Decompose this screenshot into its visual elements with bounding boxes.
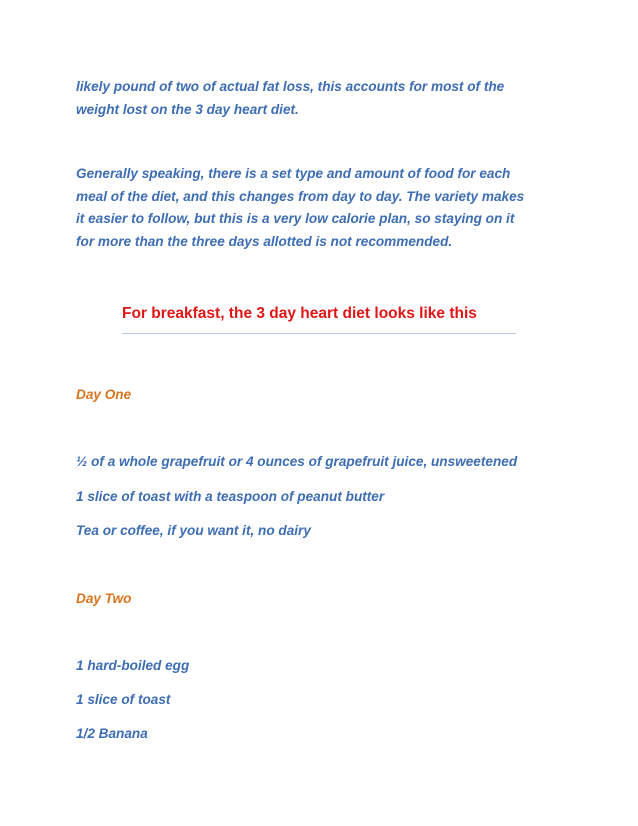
day-two-item: 1/2 Banana	[76, 726, 148, 741]
paragraph-line: likely pound of two of actual fat loss, this accounts for most of the	[76, 79, 505, 94]
paragraph-line: for more than the three days allotted is not recommended.	[76, 233, 453, 249]
heading-underline-rule	[122, 333, 516, 334]
paragraph-diet-overview	[76, 163, 576, 253]
day-two-label: Day Two	[76, 591, 132, 606]
day-one-item: ½ of a whole grapefruit or 4 ounces of grapefruit juice, unsweetened	[76, 454, 518, 469]
day-two-item: 1 slice of toast	[76, 692, 171, 707]
paragraph-line: meal of the diet, and this changes from day to day. The variety makes	[76, 188, 525, 204]
day-one-label: Day One	[76, 387, 132, 402]
paragraph-fat-loss	[76, 76, 576, 121]
day-one-item: Tea or coffee, if you want it, no dairy	[76, 523, 311, 538]
paragraph-line: weight lost on the 3 day heart diet.	[76, 101, 299, 117]
day-two-item: 1 hard-boiled egg	[76, 658, 190, 673]
paragraph-line: it easier to follow, but this is a very low calorie plan, so staying on it	[76, 211, 515, 226]
day-one-item: 1 slice of toast with a teaspoon of peanut butter	[76, 489, 385, 504]
paragraph-line: Generally speaking, there is a set type and amount of food for each	[76, 166, 511, 181]
section-heading: For breakfast, the 3 day heart diet looks like this	[122, 305, 477, 322]
